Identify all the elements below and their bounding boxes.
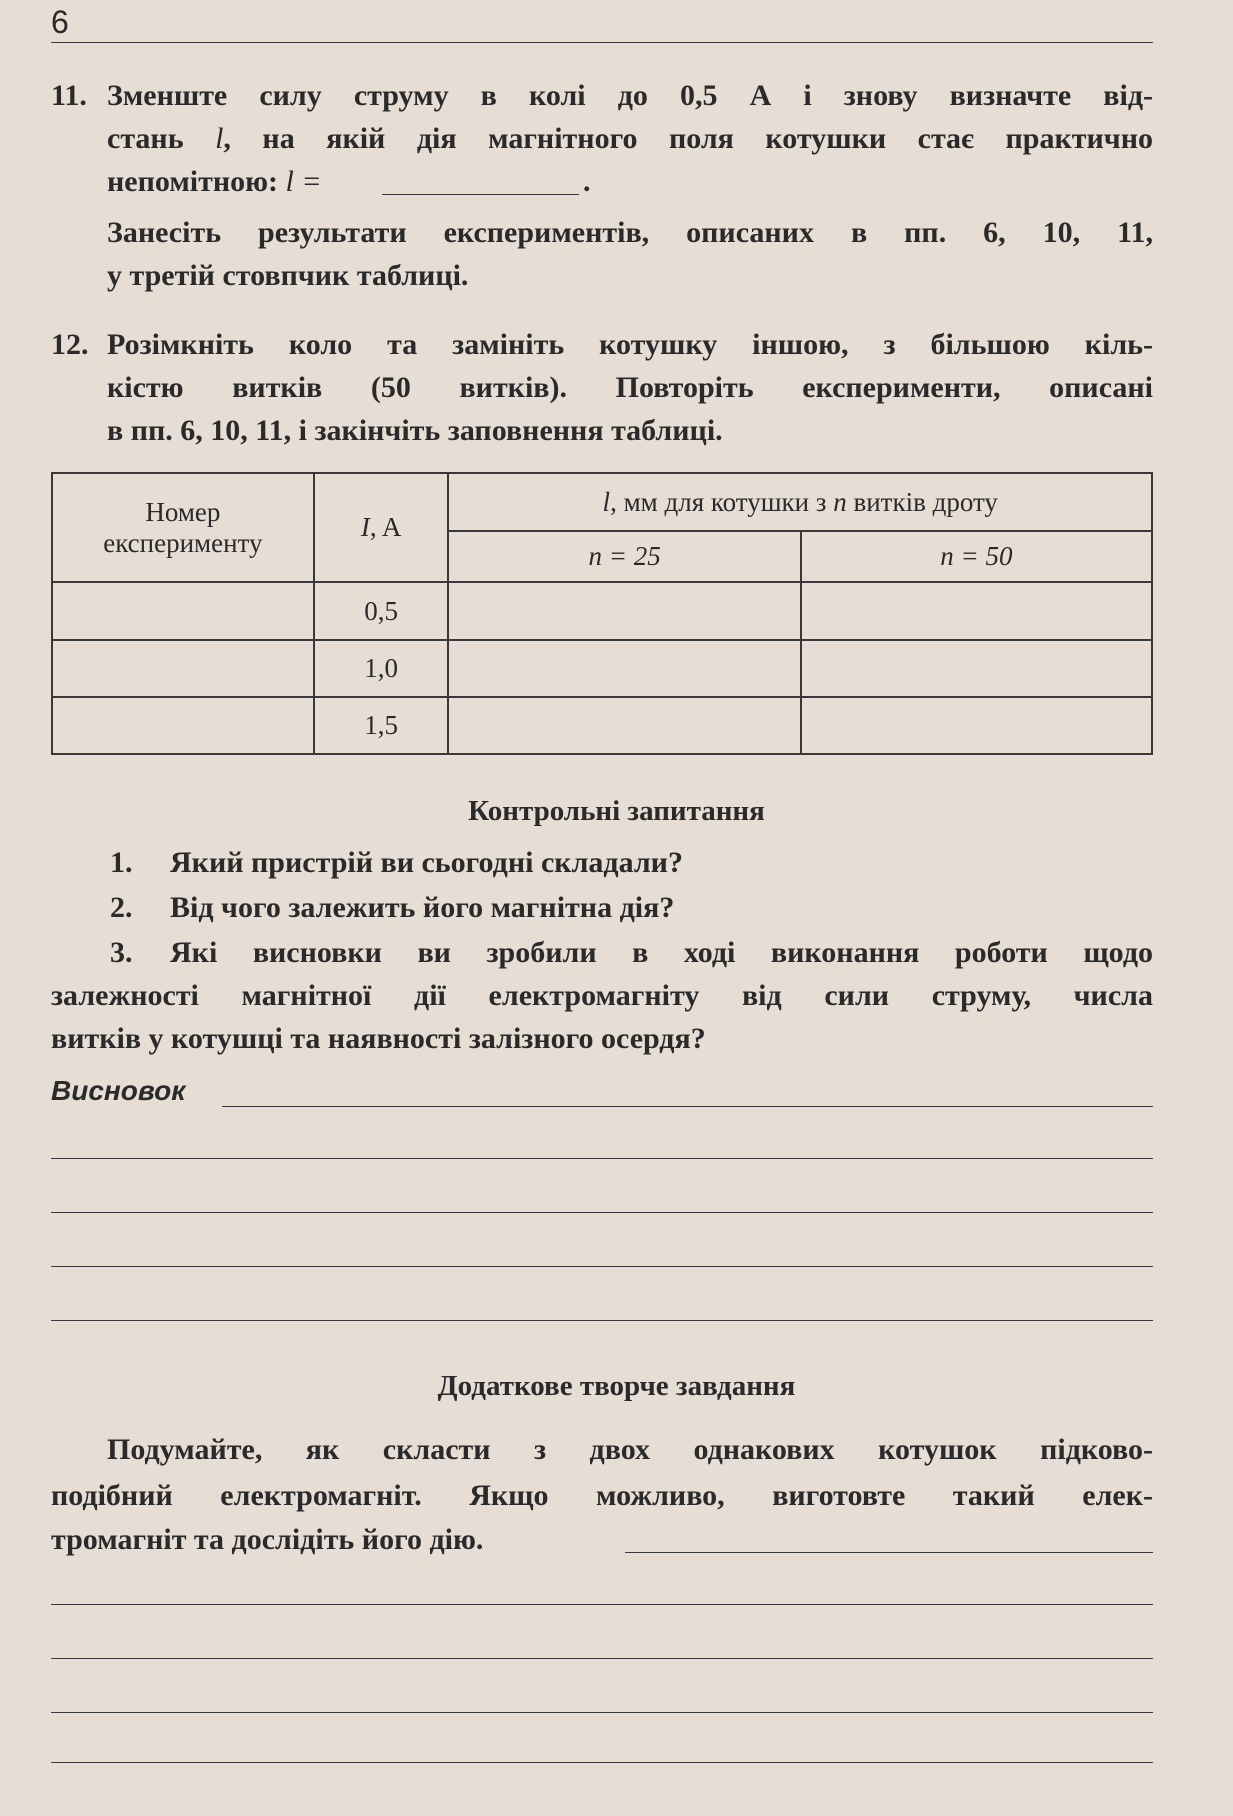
text: експерименту [103,527,263,558]
conclusion-line[interactable] [51,1212,1153,1213]
answer-line[interactable] [51,1604,1153,1605]
var-l: l [602,486,611,517]
results-table [51,472,1153,755]
conclusion-line[interactable] [222,1106,1153,1107]
cell-empty[interactable] [801,697,1152,754]
cell-current: 0,5 [314,582,449,640]
answer-line[interactable] [51,1762,1153,1763]
conclusion-line[interactable] [51,1320,1153,1321]
var-l: l [215,122,224,155]
q3-line3: витків у котушці та наявності залізного осердя? [51,1022,706,1055]
cell-empty[interactable] [448,582,800,640]
item11-line1: Зменште силу струму в колі до 0,5 А і знову визначте від- [107,79,1153,112]
text: , A [369,512,402,542]
conclusion-line[interactable] [51,1266,1153,1267]
q1-text: Який пристрій ви сьогодні складали? [170,846,683,879]
item12-line2: кістю витків (50 витків). Повторіть експерименти, описані [107,371,1153,404]
answer-line[interactable] [51,1712,1153,1713]
text: Номер [145,496,221,527]
item11-label: 11. [51,79,87,112]
text: непомітною: [107,165,286,198]
extra-line2: подібний електромагніт. Якщо можливо, виготовте такий елек- [51,1479,1153,1512]
q2-number: 2. [110,891,133,924]
questions-title: Контрольні запитання [468,795,765,827]
conclusion-line[interactable] [51,1158,1153,1159]
period: . [583,165,591,198]
text: , на якій дія магнітного поля котушки стає практично [223,122,1153,155]
q3-line2: залежності магнітної дії електромагніту від сили струму, числа [51,979,1153,1012]
cell-current: 1,0 [314,640,449,697]
cell-empty[interactable] [52,697,314,754]
header-distance-group [448,473,1152,531]
text: стань [107,122,216,155]
conclusion-label: Висновок [51,1075,186,1106]
text: витків дроту [846,486,998,517]
q3-number: 3. [110,936,133,969]
item11-line3 [107,164,322,200]
q2-text: Від чого залежить його магнітна дія? [170,891,675,924]
cell-empty[interactable] [448,640,800,697]
item11-note1: Занесіть результати експериментів, описаних в пп. 6, 10, 11, [107,216,1153,249]
answer-line[interactable] [51,1658,1153,1659]
item12-line1: Розімкніть коло та замініть котушку іншою, з більшою кіль- [107,328,1153,361]
page-number: 6 [51,4,69,40]
header-rule [51,42,1153,43]
item11-line2 [107,121,1153,157]
item12-line3: в пп. 6, 10, 11, і закінчіть заповнення таблиці. [107,414,723,447]
extra-title: Додаткове творче завдання [437,1370,796,1402]
cell-empty[interactable] [801,582,1152,640]
var-n: n [833,486,847,517]
cell-empty[interactable] [801,640,1152,697]
q3-line1: Які висновки ви зробили в ході виконання роботи щодо [170,936,1153,969]
var-i: I [360,512,370,542]
answer-blank-l[interactable] [382,194,579,195]
equals: = [293,165,322,198]
item12-label: 12. [51,328,89,361]
cell-empty[interactable] [52,640,314,697]
var-l: l [285,165,294,198]
header-experiment-number [52,473,314,582]
extra-line3: тромагніт та дослідіть його дію. [51,1523,484,1556]
table-row [52,640,1152,697]
item11-note2: у третій стовпчик таблиці. [107,259,469,292]
header-n50: n = 50 [801,531,1152,582]
answer-line[interactable] [625,1552,1153,1553]
table-row [52,697,1152,754]
q1-number: 1. [110,846,133,879]
extra-line1: Подумайте, як скласти з двох однакових котушок підково- [107,1433,1153,1466]
cell-empty[interactable] [52,582,314,640]
header-n25: n = 25 [448,531,800,582]
header-current [314,473,449,582]
text: , мм для котушки з [610,486,834,517]
table-row [52,582,1152,640]
cell-empty[interactable] [448,697,800,754]
cell-current: 1,5 [314,697,449,754]
